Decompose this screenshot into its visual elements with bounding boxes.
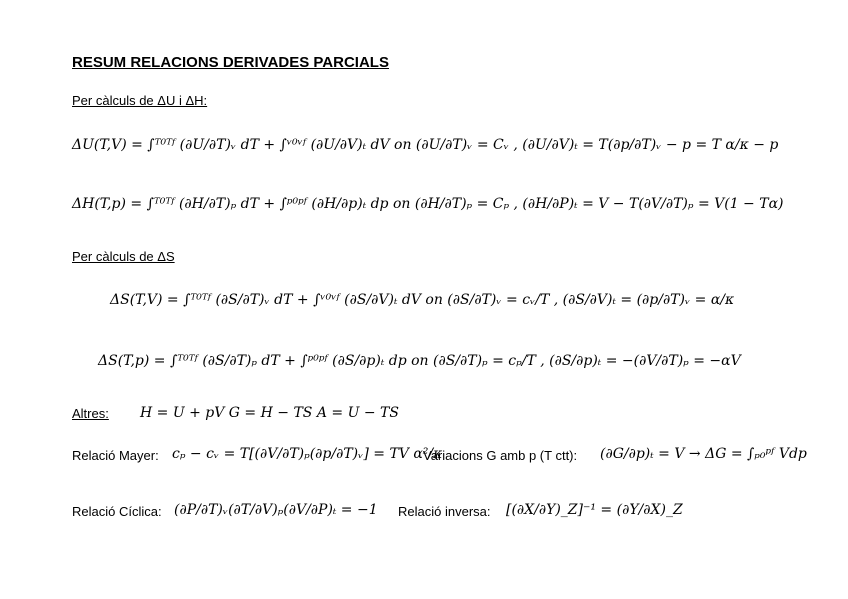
gibbs-label: Variacions G amb p (T ctt): bbox=[423, 448, 578, 463]
cyclic-label: Relació Cíclica: bbox=[72, 504, 162, 519]
equation-delta-s-tp: ΔS(T,p) = ∫ᵀ⁰ᵀᶠ (∂S/∂T)ₚ dT + ∫ᵖ⁰ᵖᶠ (∂S/∂p)ₜ dp on (∂S/∂T)ₚ = cₚ/T , (∂S/∂p)ₜ = −(∂V/∂T)ₚ = −αV bbox=[98, 353, 741, 369]
section-heading-altres: Altres: bbox=[72, 406, 109, 421]
equation-delta-u: ΔU(T,V) = ∫ᵀ⁰ᵀᶠ (∂U/∂T)ᵥ dT + ∫ᵛ⁰ᵛᶠ (∂U/∂V)ₜ dV on (∂U/∂T)ᵥ = Cᵥ , (∂U/∂V)ₜ = T(∂p/∂T)ᵥ − p = T α/κ − p bbox=[72, 137, 779, 153]
equation-altres: H = U + pV G = H − TS A = U − TS bbox=[140, 405, 399, 421]
section-heading-du-dh: Per càlculs de ΔU i ΔH: bbox=[72, 93, 208, 108]
equation-delta-s-tv: ΔS(T,V) = ∫ᵀ⁰ᵀᶠ (∂S/∂T)ᵥ dT + ∫ᵛ⁰ᵛᶠ (∂S/∂V)ₜ dV on (∂S/∂T)ᵥ = cᵥ/T , (∂S/∂V)ₜ = (∂p/∂T)ᵥ = α/κ bbox=[110, 292, 735, 308]
mayer-label: Relació Mayer: bbox=[72, 448, 159, 463]
equation-cyclic: (∂P/∂T)ᵥ(∂T/∂V)ₚ(∂V/∂P)ₜ = −1 bbox=[174, 502, 378, 518]
equation-inverse: [(∂X/∂Y)_Z]⁻¹ = (∂Y/∂X)_Z bbox=[506, 502, 683, 518]
inverse-label: Relació inversa: bbox=[398, 504, 491, 519]
page-title: RESUM RELACIONS DERIVADES PARCIALS bbox=[72, 54, 389, 71]
equation-gibbs: (∂G/∂p)ₜ = V → ΔG = ∫ₚ₀ᵖᶠ Vdp bbox=[600, 446, 807, 462]
equation-mayer: cₚ − cᵥ = T[(∂V/∂T)ₚ(∂p/∂T)ᵥ] = TV α²/κ bbox=[172, 446, 443, 462]
section-heading-ds: Per càlculs de ΔS bbox=[72, 249, 175, 264]
equation-delta-h: ΔH(T,p) = ∫ᵀ⁰ᵀᶠ (∂H/∂T)ₚ dT + ∫ᵖ⁰ᵖᶠ (∂H/∂p)ₜ dp on (∂H/∂T)ₚ = Cₚ , (∂H/∂P)ₜ = V − T(∂V/∂T)ₚ = V(1 − Tα) bbox=[72, 196, 784, 212]
